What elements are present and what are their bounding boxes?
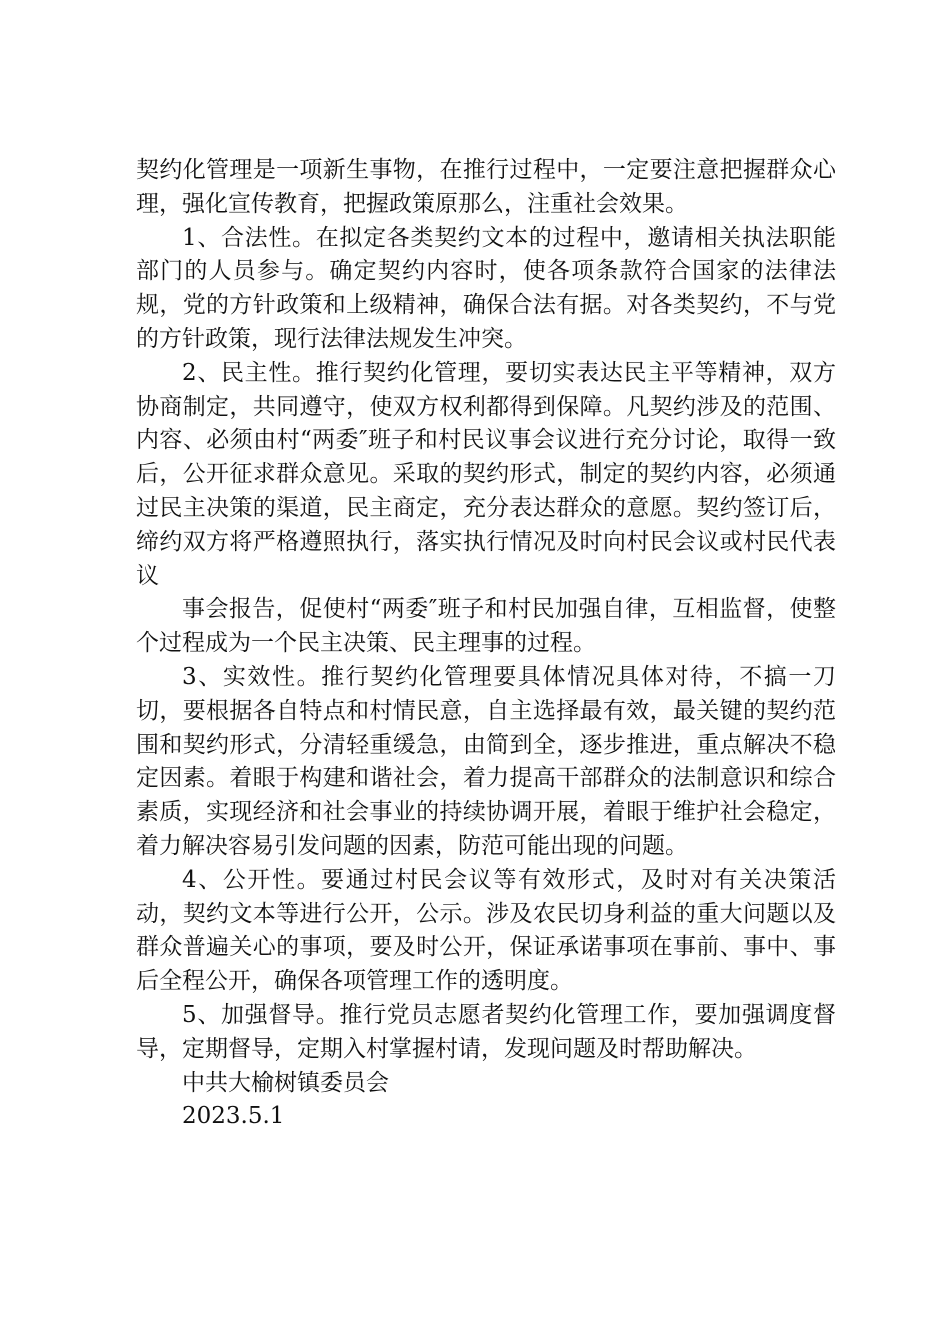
- paragraph-openness: 4、公开性。要通过村民会议等有效形式，及时对有关决策活动，契约文本等进行公开，公示。涉及农民切身利益的重大问题以及群众普遍关心的事项，要及时公开，保证承诺事项在事前、事中、事后全程公开，确保各项管理工作的透明度。: [136, 866, 836, 995]
- document-body: [136, 154, 836, 1134]
- signature-date: 2023.5.1: [182, 1103, 285, 1130]
- paragraph-intro: 契约化管理是一项新生事物，在推行过程中，一定要注意把握群众心理，强化宣传教育，把握政策原那么，注重社会效果。: [136, 157, 836, 217]
- paragraph-supervision: 5、加强督导。推行党员志愿者契约化管理工作，要加强调度督导，定期督导，定期入村掌握村请，发现问题及时帮助解决。: [136, 1001, 836, 1062]
- signature-organization: 中共大榆树镇委员会: [182, 1069, 389, 1096]
- paragraph-democracy: 2、民主性。推行契约化管理，要切实表达民主平等精神，双方协商制定，共同遵守，使双方权利都得到保障。凡契约涉及的范围、内容、必须由村“两委″班子和村民议事会议进行充分讨论，取得一致后，公开征求群众意见。采取的契约形式，制定的契约内容，必须通过民主决策的渠道，民主商定，充分表达群众的意愿。契约签订后，缔约双方将严格遵照执行，落实执行情况及时向村民会议或村民代表议: [136, 359, 836, 589]
- paragraph-effectiveness: 3、实效性。推行契约化管理要具体情况具体对待，不搞一刀切，要根据各自特点和村情民意，自主选择最有效，最关键的契约范围和契约形式，分清轻重缓急，由简到全，逐步推进，重点解决不稳定因素。着眼于构建和谐社会，着力提高干部群众的法制意识和综合素质，实现经济和社会事业的持续协调开展，着眼于维护社会稳定，着力解决容易引发问题的因素，防范可能出现的问题。: [136, 663, 836, 859]
- paragraph-democracy-continued: 事会报告，促使村“两委″班子和村民加强自律，互相监督，使整个过程成为一个民主决策、民主理事的过程。: [136, 596, 836, 657]
- paragraph-legality: 1、合法性。在拟定各类契约文本的过程中，邀请相关执法职能部门的人员参与。确定契约内容时，使各项条款符合国家的法律法规，党的方针政策和上级精神，确保合法有据。对各类契约，不与党的方针政策，现行法律法规发生冲突。: [136, 224, 836, 352]
